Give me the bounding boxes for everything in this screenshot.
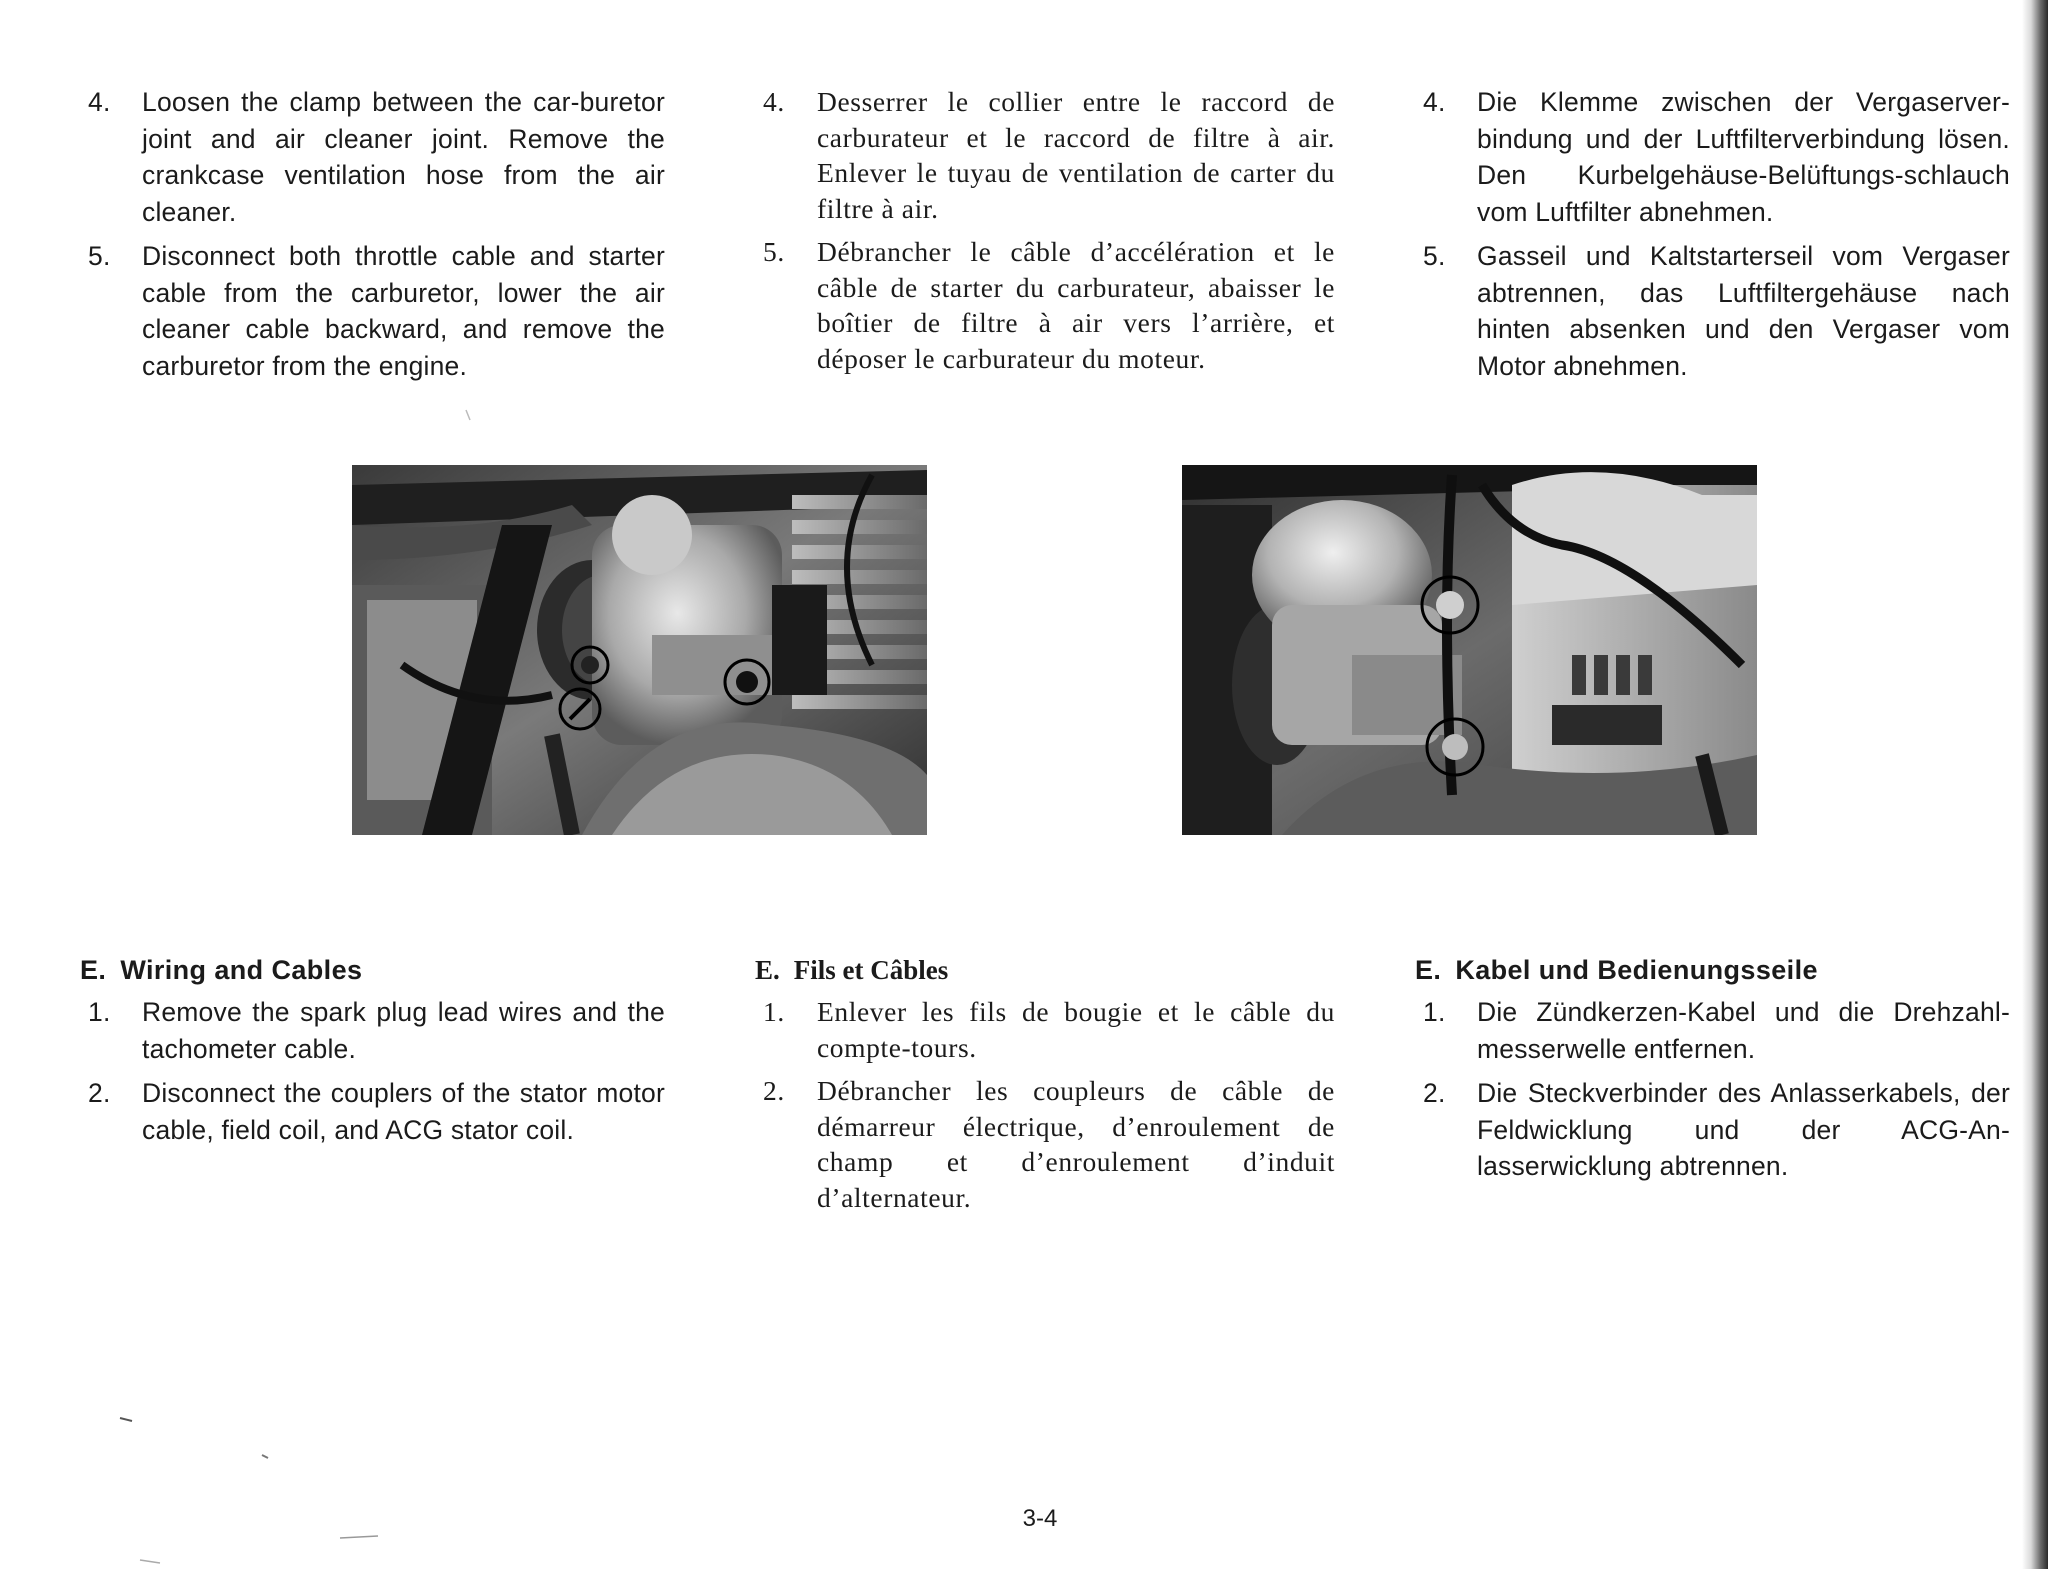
carburetor-photo-right [1182, 465, 1757, 835]
section-letter: E. [80, 955, 107, 985]
step-number: 1. [88, 997, 111, 1027]
english-section-heading [80, 952, 665, 988]
step-text: Débrancher le câble d’accélération et le câble de starter du carburateur, abaisser le boîtier de filtre à air vers l’arrière, et déposer le carburateur du moteur. [817, 236, 1335, 374]
step-text: Enlever les fils de bougie et le câble du compte-tours. [817, 996, 1335, 1063]
section-title: Kabel und Bedienungsseile [1455, 955, 1818, 985]
page-number: 3-4 [1022, 1505, 1058, 1532]
french-step-5 [755, 234, 1335, 376]
section-title: Wiring and Cables [120, 955, 363, 985]
french-section-step-2 [755, 1073, 1335, 1215]
step-number: 4. [1423, 87, 1446, 117]
step-number: 2. [1423, 1078, 1446, 1108]
english-section-steps [80, 994, 665, 1148]
step-number: 4. [88, 87, 111, 117]
step-text: Disconnect both throttle cable and starter cable from the carburetor, lower the air cleaner cable backward, and remove the carburetor from the engine. [142, 241, 665, 381]
step-number: 2. [763, 1075, 785, 1106]
english-top-column [80, 84, 665, 392]
step-number: 5. [1423, 241, 1446, 271]
french-top-steps [755, 84, 1335, 376]
step-number: 5. [88, 241, 111, 271]
french-section-step-1 [755, 994, 1335, 1065]
english-step-5 [80, 238, 665, 384]
section-letter: E. [755, 955, 780, 985]
german-step-4 [1415, 84, 2010, 230]
german-section-step-2 [1415, 1075, 2010, 1185]
step-text: Desserrer le collier entre le raccord de carburateur et le raccord de filtre à air. Enlever le tuyau de ventilation de carter du filtre à air. [817, 86, 1335, 224]
german-section-steps [1415, 994, 2010, 1185]
step-text: Die Zündkerzen-Kabel und die Drehzahl-messerwelle entfernen. [1477, 997, 2010, 1064]
french-top-column [755, 84, 1335, 384]
carburetor-photo-left [352, 465, 927, 835]
step-number: 2. [88, 1078, 111, 1108]
french-step-4 [755, 84, 1335, 226]
english-section-step-1 [80, 994, 665, 1067]
english-top-steps [80, 84, 665, 384]
step-text: Loosen the clamp between the car-buretor joint and air cleaner joint. Remove the crankcase ventilation hose from the air cleaner. [142, 87, 665, 227]
german-section-heading [1415, 952, 2010, 988]
german-bottom-column [1415, 952, 2010, 1193]
step-text: Die Steckverbinder des Anlasserkabels, der Feldwicklung und der ACG-An-lasserwicklung abtrennen. [1477, 1078, 2010, 1181]
step-number: 1. [763, 996, 785, 1027]
step-text: Débrancher les coupleurs de câble de démarreur électrique, d’enroulement de champ et d’enroulement d’induit d’alternateur. [817, 1075, 1335, 1213]
step-text: Gasseil und Kaltstarterseil vom Vergaser abtrennen, das Luftfiltergehäuse nach hinten absenken und den Vergaser vom Motor abnehmen. [1477, 241, 2010, 381]
page-binding-edge [2022, 0, 2048, 1569]
step-number: 4. [763, 86, 785, 117]
german-top-column [1415, 84, 2010, 392]
step-text: Disconnect the couplers of the stator motor cable, field coil, and ACG stator coil. [142, 1078, 665, 1145]
step-number: 5. [763, 236, 785, 267]
german-top-steps [1415, 84, 2010, 384]
french-section-steps [755, 994, 1335, 1215]
step-number: 1. [1423, 997, 1446, 1027]
german-section-step-1 [1415, 994, 2010, 1067]
english-section-step-2 [80, 1075, 665, 1148]
section-letter: E. [1415, 955, 1442, 985]
english-step-4 [80, 84, 665, 230]
step-text: Die Klemme zwischen der Vergaserver-bindung und der Luftfilterverbindung lösen. Den Kurbelgehäuse-Belüftungs-schlauch vom Luftfilter abnehmen. [1477, 87, 2010, 227]
english-bottom-column [80, 952, 665, 1156]
section-title: Fils et Câbles [793, 955, 949, 985]
step-text: Remove the spark plug lead wires and the tachometer cable. [142, 997, 665, 1064]
french-section-heading [755, 952, 1335, 988]
german-step-5 [1415, 238, 2010, 384]
french-bottom-column [755, 952, 1335, 1223]
